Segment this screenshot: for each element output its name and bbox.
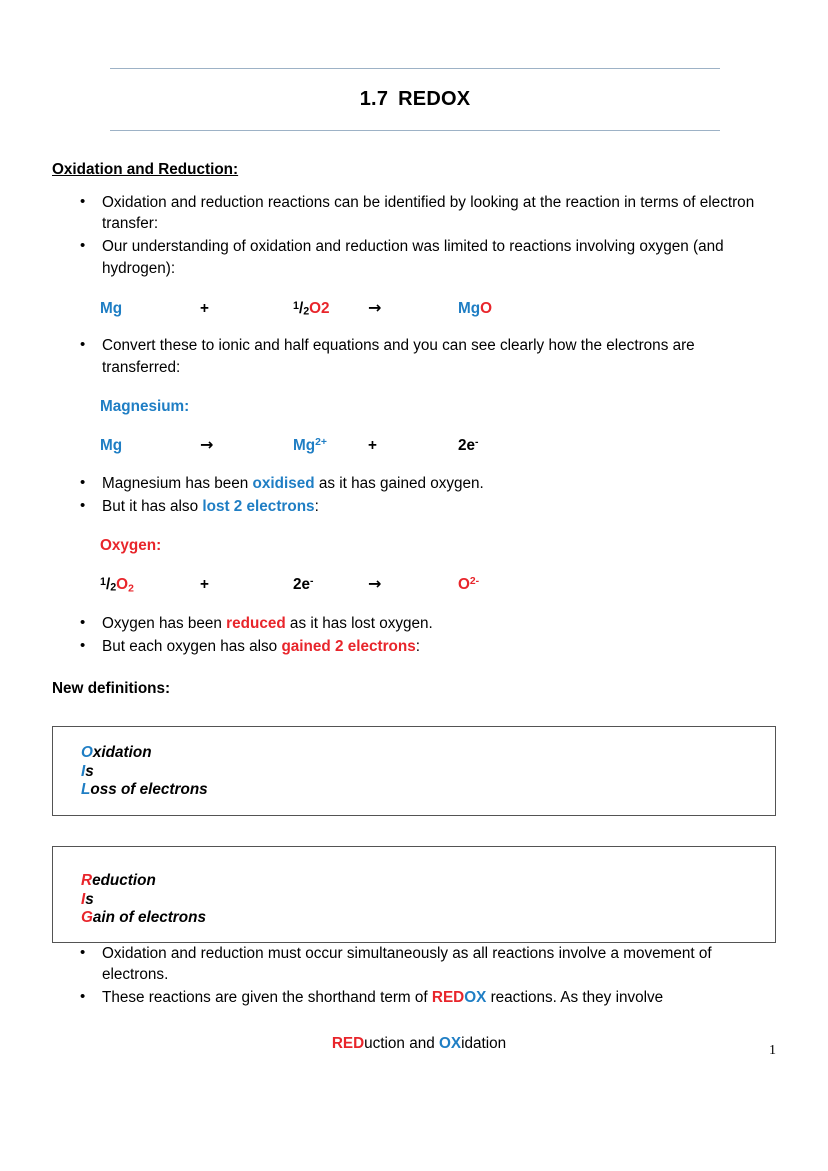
- fraction-slash: /: [298, 299, 304, 317]
- equation-charge-2plus: 2+: [315, 437, 327, 449]
- equation-term-2-electrons: [293, 574, 368, 596]
- equation-term-oxide-ion: [458, 574, 479, 596]
- definition-text: eduction: [92, 871, 156, 889]
- fraction-slash: /: [105, 576, 111, 594]
- equation-operator-plus: +: [368, 437, 377, 455]
- fraction-numerator: 1: [293, 299, 299, 312]
- equation-arrow-icon: →: [368, 297, 382, 317]
- bullet-list-magnesium: [52, 473, 776, 517]
- equation-operator-plus: +: [200, 299, 209, 317]
- initial-letter: L: [81, 781, 91, 799]
- equation-term-o-symbol: O: [458, 576, 470, 594]
- text-fragment: :: [314, 497, 319, 515]
- list-item: • Our understanding of oxidation and reduction was limited to reactions involving oxygen (and hydrogen):: [52, 236, 776, 279]
- emphasis-gained-2-electrons: gained 2 electrons: [281, 638, 416, 656]
- initial-letter: G: [81, 909, 93, 927]
- initial-letter: I: [81, 890, 86, 908]
- definition-text: xidation: [92, 743, 152, 761]
- equation-term-mg-symbol: Mg: [293, 437, 316, 455]
- equation-term-2-electrons: [458, 435, 478, 457]
- subheading-magnesium: Magnesium:: [100, 397, 190, 415]
- equation-term-o: O: [116, 576, 129, 594]
- page-title-number: 1.7: [359, 88, 389, 110]
- list-item: [52, 987, 776, 1009]
- equation-term-mgo: [458, 298, 492, 320]
- fraction-numerator: 1: [100, 576, 106, 589]
- text-fragment: idation: [461, 1034, 507, 1052]
- equation-term-mgo-mg: Mg: [458, 299, 481, 317]
- text-fragment: But each oxygen has also: [102, 638, 282, 656]
- equation-arrow-icon: →: [200, 435, 214, 455]
- equation-term-half-o2: [293, 298, 368, 320]
- section-heading-wrapper: [52, 151, 776, 192]
- list-item: [52, 613, 776, 635]
- text-fragment: as it has gained oxygen.: [314, 475, 484, 493]
- equation-term-mgo-o: O: [480, 299, 492, 317]
- emphasis-oxidised: oxidised: [252, 475, 315, 493]
- reduction-oxidation-expansion: [52, 1033, 776, 1055]
- definition-text: ain of electrons: [92, 909, 206, 927]
- text-fragment: Oxygen has been: [102, 615, 227, 633]
- definition-line: [81, 872, 775, 891]
- emphasis-reduced: reduced: [226, 615, 286, 633]
- list-item: [52, 496, 776, 518]
- text-fragment: :: [415, 638, 421, 656]
- text-fragment: But it has also: [102, 497, 203, 515]
- definition-line: [81, 744, 775, 763]
- list-item: [52, 636, 776, 658]
- text-fragment: These reactions are given the shorthand term of: [102, 988, 432, 1006]
- equation-magnesium-half: [52, 434, 776, 457]
- definition-line: [81, 781, 775, 800]
- emphasis-red: RED: [431, 988, 465, 1006]
- equation-term-2e: 2e: [458, 437, 476, 455]
- initial-letter: O: [81, 743, 93, 761]
- document-body: [52, 131, 776, 1054]
- definition-text: s: [85, 762, 94, 780]
- initial-letter: R: [81, 871, 93, 889]
- bullet-list-oxygen: [52, 613, 776, 657]
- definition-text: s: [85, 890, 94, 908]
- bullet-list-intro: [52, 192, 776, 280]
- equation-term-half-o2: [100, 574, 200, 597]
- text-fragment: Magnesium has been: [102, 475, 253, 493]
- equation-charge-2minus: 2-: [469, 576, 480, 588]
- equation-magnesium-oxygen: [52, 297, 776, 320]
- equation-term-o2: O2: [309, 299, 330, 317]
- text-fragment: as it has lost oxygen.: [285, 615, 433, 633]
- equation-operator-plus: +: [200, 576, 209, 594]
- emphasis-ox: OX: [438, 1034, 462, 1052]
- document-header: [110, 68, 720, 131]
- equation-term-mg-ion: [293, 435, 368, 457]
- equation-term-mg: Mg: [100, 437, 123, 455]
- list-item: • Oxidation and reduction reactions can be identified by looking at the reaction in terms of electron transfer:: [52, 192, 776, 235]
- initial-letter: I: [81, 762, 86, 780]
- definition-line: [81, 763, 775, 782]
- bullet-list-convert: [52, 335, 776, 378]
- definition-text: oss of electrons: [90, 781, 208, 799]
- definition-box-rig: [52, 846, 776, 943]
- definition-line: [81, 891, 775, 910]
- page-title: [110, 69, 720, 130]
- emphasis-lost-2-electrons: lost 2 electrons: [202, 497, 315, 515]
- definition-line: [81, 909, 775, 928]
- subheading-oxygen: Oxygen:: [100, 536, 162, 554]
- list-item: • Convert these to ionic and half equations and you can see clearly how the electrons are transferred:: [52, 335, 776, 378]
- definition-box-oil: [52, 726, 776, 816]
- equation-subscript-2: 2: [128, 583, 134, 595]
- equation-charge-minus: -: [475, 437, 479, 449]
- list-item: [52, 473, 776, 495]
- page-number: 1: [769, 1043, 776, 1058]
- equation-charge-minus: -: [310, 576, 314, 588]
- page-title-text: REDOX: [398, 88, 471, 110]
- equation-oxygen-half: [52, 573, 776, 597]
- emphasis-ox: OX: [464, 988, 487, 1006]
- section-heading-oxidation-and-reduction: Oxidation and Reduction:: [52, 161, 239, 178]
- text-fragment: uction and: [364, 1034, 439, 1052]
- emphasis-red: RED: [331, 1034, 365, 1052]
- fraction-denominator: 2: [303, 305, 310, 318]
- fraction-denominator: 2: [110, 581, 117, 594]
- list-item: • Oxidation and reduction must occur simultaneously as all reactions involve a movement of electrons.: [52, 943, 776, 986]
- text-fragment: reactions. As they involve: [486, 988, 664, 1006]
- equation-term-2e: 2e: [293, 576, 311, 594]
- heading-new-definitions: New definitions:: [52, 679, 171, 697]
- equation-arrow-icon: →: [368, 574, 382, 594]
- bullet-list-closing: [52, 943, 776, 1009]
- equation-term-mg: Mg: [100, 299, 123, 317]
